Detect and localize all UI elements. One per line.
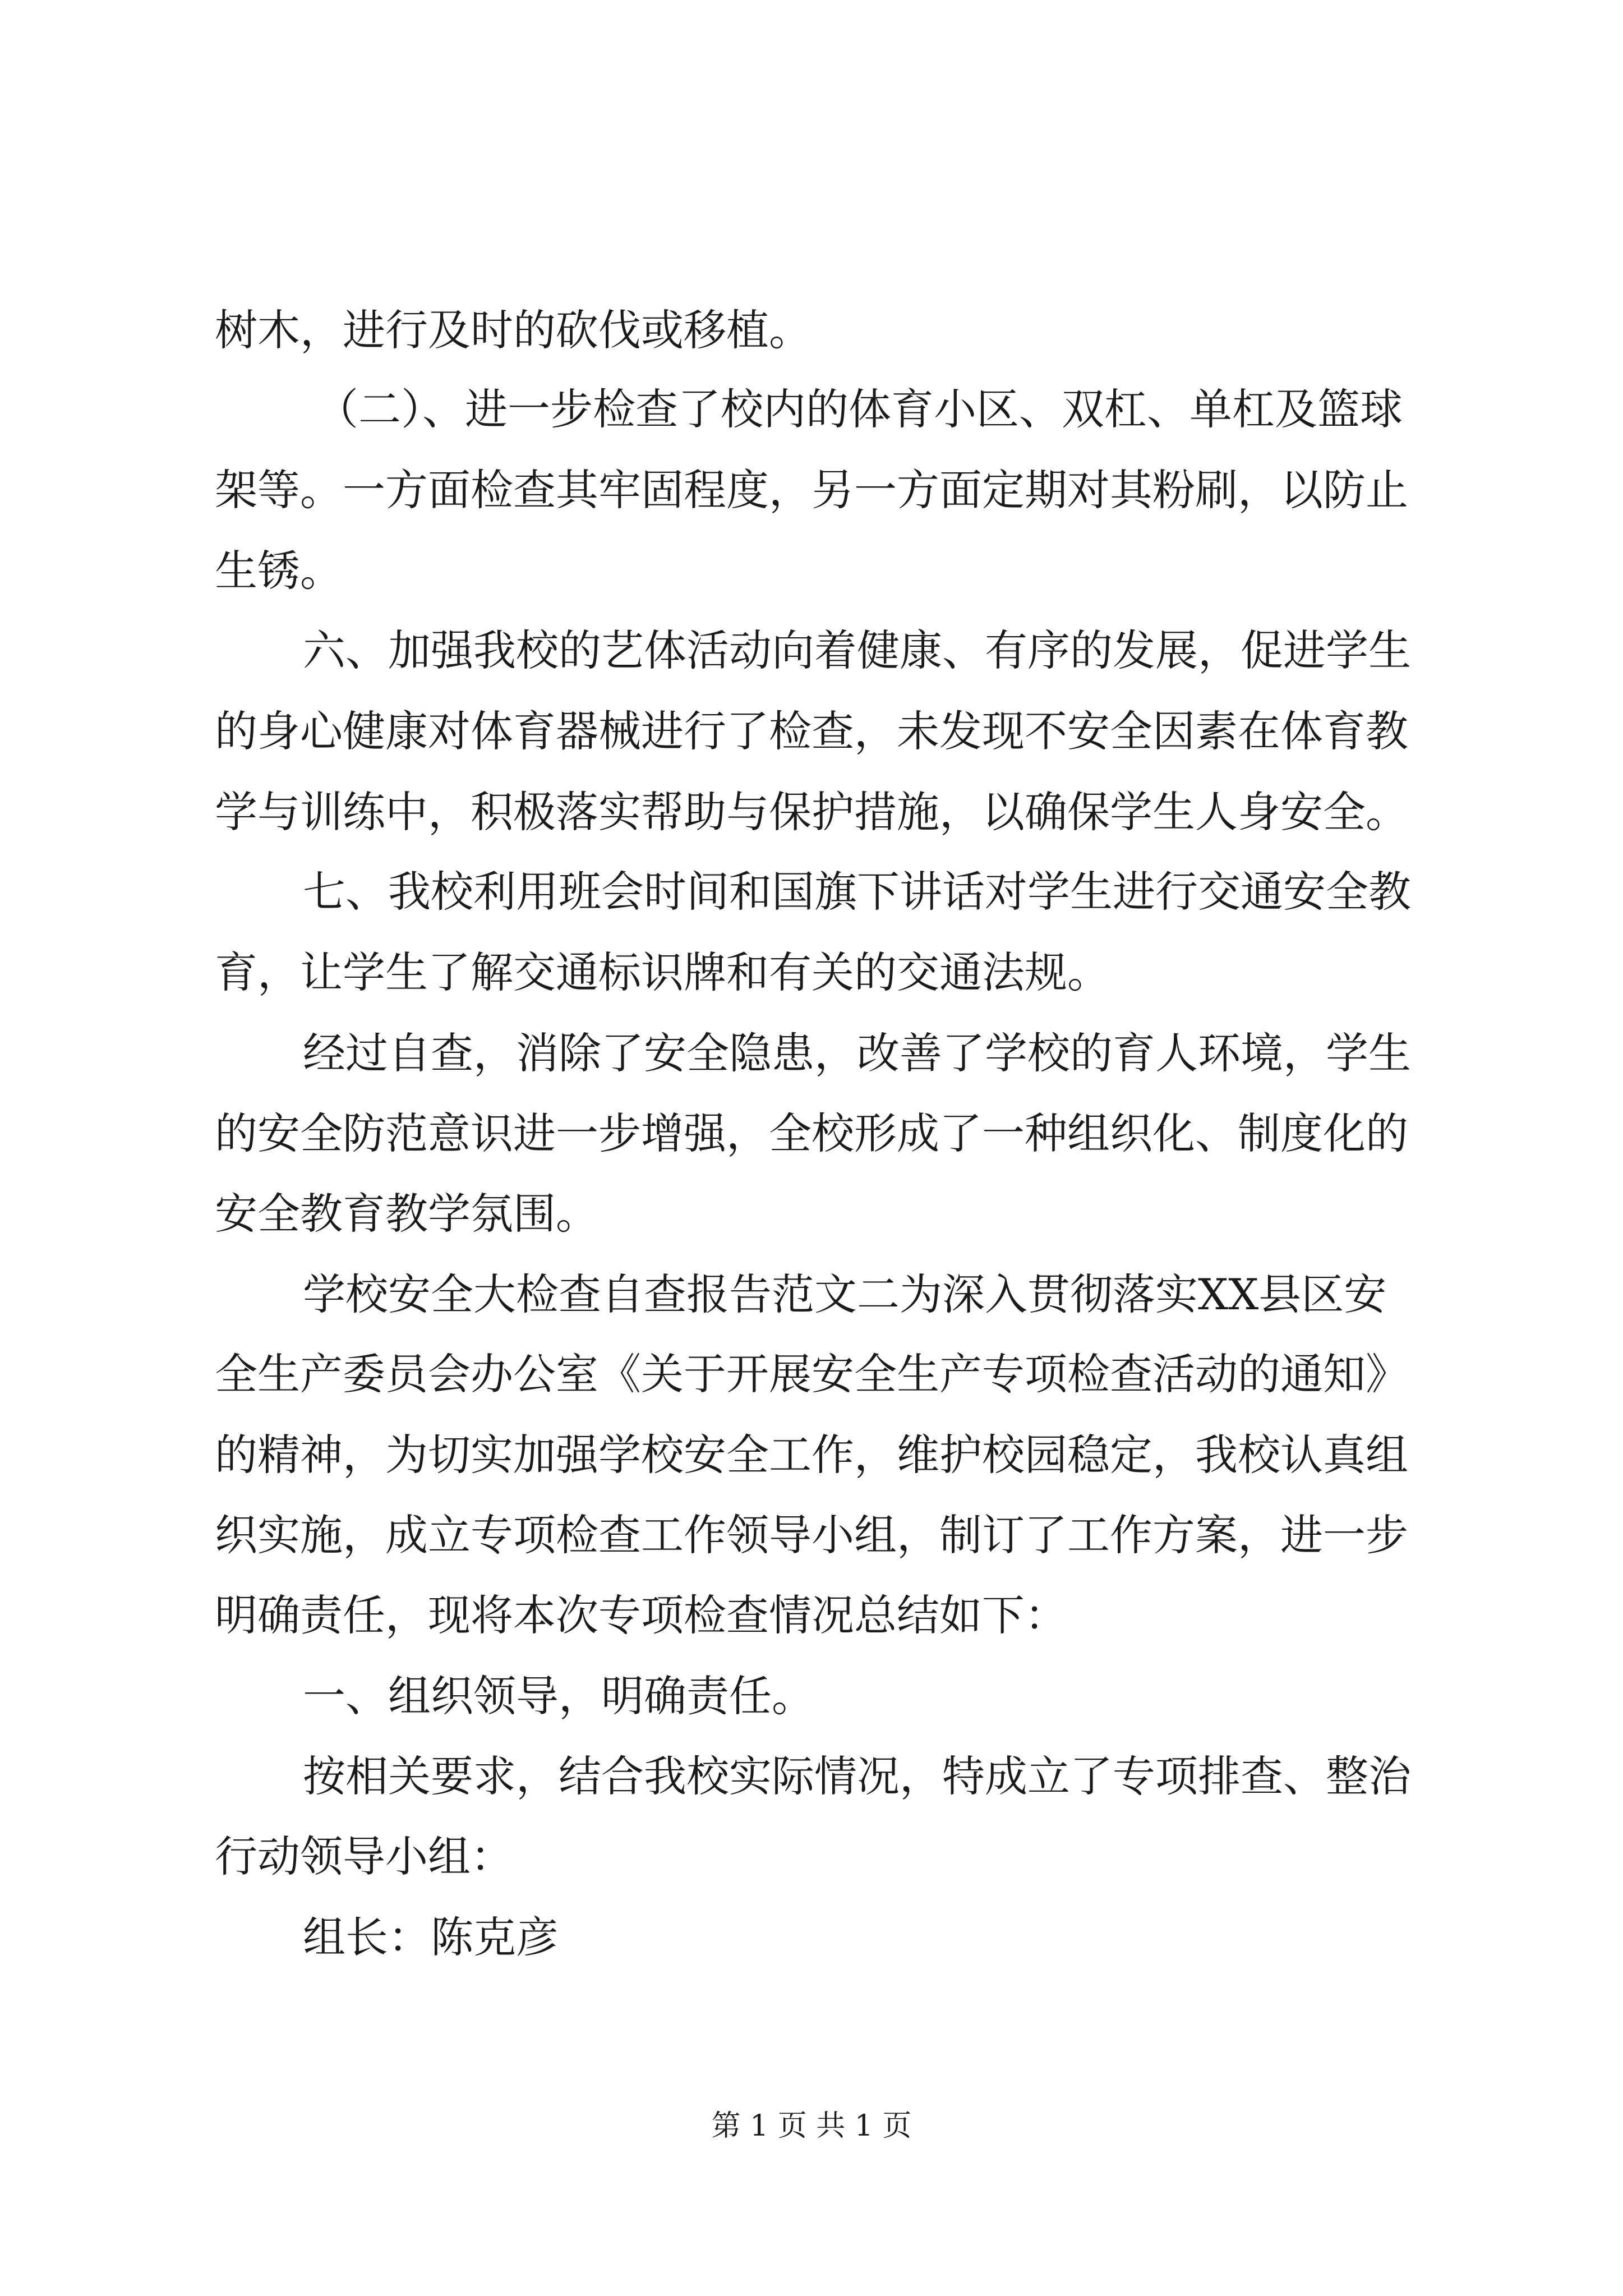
text-line: 织实施，成立专项检查工作领导小组，制订了工作方案，进一步 [215, 1510, 1408, 1560]
text-line: 按相关要求，结合我校实际情况，特成立了专项排查、整治 [303, 1751, 1411, 1801]
text-line: 树木，进行及时的砍伐或移植。 [215, 305, 811, 355]
text-line: 组长：陈克彦 [303, 1912, 559, 1962]
text-line: 经过自查，消除了安全隐患，改善了学校的育人环境，学生 [303, 1028, 1411, 1078]
text-line: 的身心健康对体育器械进行了检查，未发现不安全因素在体育教 [215, 706, 1408, 756]
text-line: 生锈。 [215, 546, 343, 596]
text-line: 六、加强我校的艺体活动向着健康、有序的发展，促进学生 [303, 625, 1411, 675]
text-line: 全生产委员会办公室《关于开展安全生产专项检查活动的通知》 [215, 1349, 1408, 1399]
text-line: （二）、进一步检查了校内的体育小区、双杠、单杠及篮球 [316, 384, 1403, 434]
text-line: 的安全防范意识进一步增强，全校形成了一种组织化、制度化的 [215, 1108, 1408, 1158]
text-line: 学与训练中，积极落实帮助与保护措施，以确保学生人身安全。 [215, 787, 1408, 837]
text-line: 育，让学生了解交通标识牌和有关的交通法规。 [215, 947, 1110, 997]
text-line: 架等。一方面检查其牢固程度，另一方面定期对其粉刷，以防止 [215, 465, 1408, 515]
page-number-footer: 第 1 页 共 1 页 [711, 2109, 912, 2143]
text-line: 学校安全大检查自查报告范文二为深入贯彻落实XX县区安 [303, 1269, 1387, 1319]
text-line: 明确责任，现将本次专项检查情况总结如下： [215, 1590, 1067, 1640]
text-line: 安全教育教学氛围。 [215, 1189, 598, 1239]
text-line: 的精神，为切实加强学校安全工作，维护校园稳定，我校认真组 [215, 1430, 1408, 1480]
text-line: 行动领导小组： [215, 1832, 513, 1881]
text-line: 一、组织领导，明确责任。 [303, 1671, 814, 1721]
text-line: 七、我校利用班会时间和国旗下讲话对学生进行交通安全教 [303, 867, 1411, 917]
